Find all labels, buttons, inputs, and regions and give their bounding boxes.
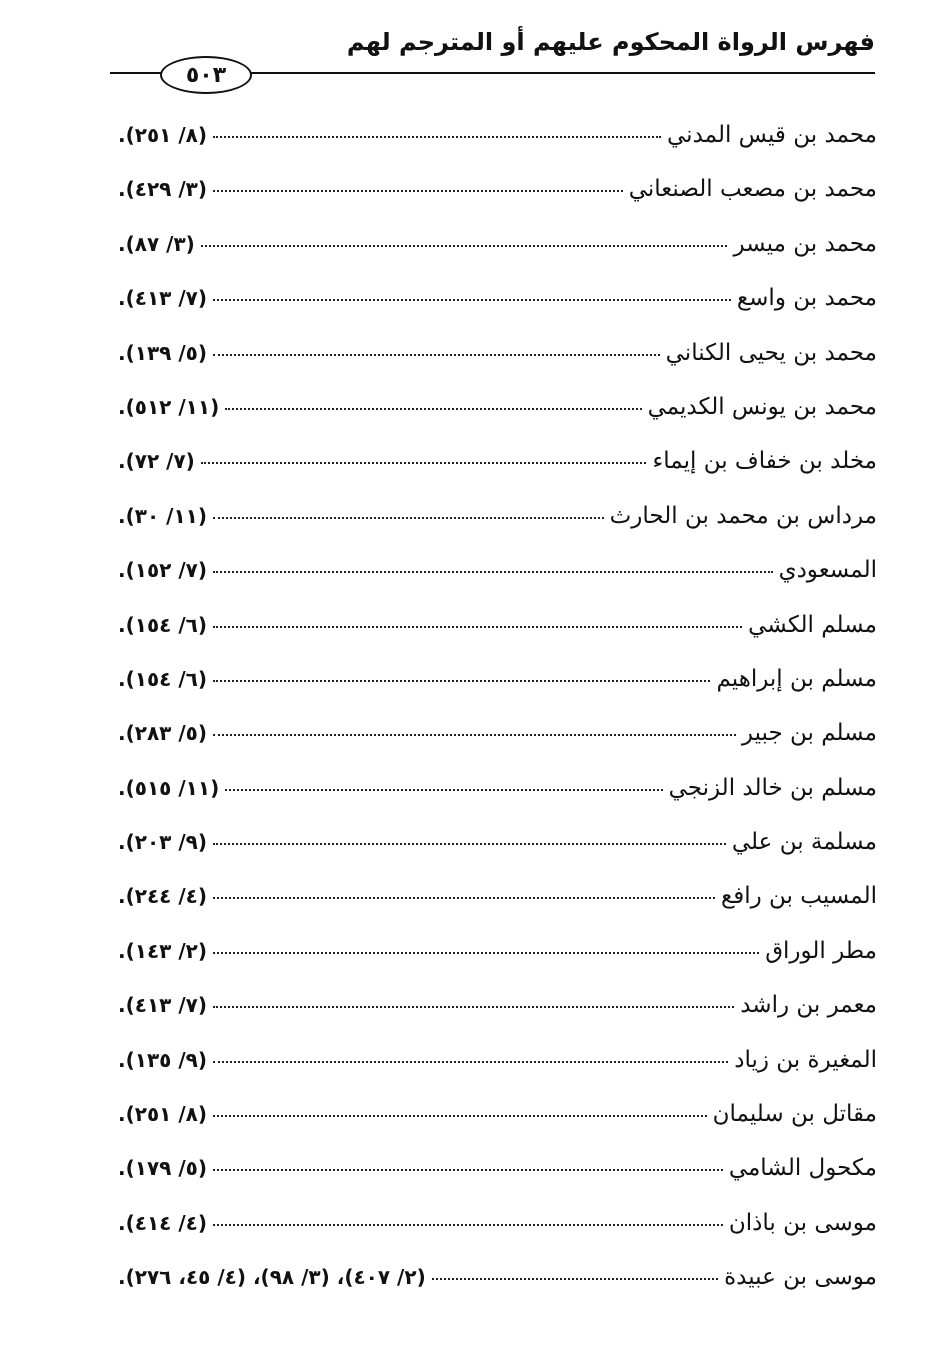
dot-leader xyxy=(213,517,604,519)
index-entry xyxy=(118,924,877,978)
volume-page-ref: (٧/ ٤١٣). xyxy=(118,286,208,311)
volume-page-ref: (٤/ ٤١٤). xyxy=(118,1210,208,1235)
index-entry xyxy=(118,1141,877,1195)
narrator-name: مسلم بن إبراهيم xyxy=(716,665,877,692)
index-entry xyxy=(118,326,877,380)
index-entry xyxy=(118,1033,877,1087)
index-entry xyxy=(118,598,877,652)
page-number: ٥٠٣ xyxy=(160,56,252,94)
volume-page-ref: (٩/ ١٣٥). xyxy=(118,1047,208,1072)
index-entry xyxy=(118,380,877,434)
volume-page-ref: (٦/ ١٥٤). xyxy=(118,612,208,637)
dot-leader xyxy=(213,1115,707,1117)
narrator-name: المسعودي xyxy=(778,557,877,584)
volume-page-ref: (٢/ ١٤٣). xyxy=(118,938,208,963)
index-entry xyxy=(118,108,877,162)
volume-page-ref: (٣/ ٤٢٩). xyxy=(118,177,208,202)
dot-leader xyxy=(213,1061,728,1063)
narrator-name: مقاتل بن سليمان xyxy=(712,1101,877,1128)
index-entry xyxy=(118,162,877,216)
dot-leader xyxy=(213,952,759,954)
dot-leader xyxy=(213,354,660,356)
volume-page-ref: (٥/ ١٧٩). xyxy=(118,1156,208,1181)
narrator-name: محمد بن مصعب الصنعاني xyxy=(628,176,877,203)
index-entry xyxy=(118,489,877,543)
narrator-name: محمد بن يحيى الكناني xyxy=(665,339,877,366)
narrator-name: محمد بن واسع xyxy=(736,285,877,312)
narrator-name: موسى بن عبيدة xyxy=(724,1264,877,1291)
index-entry xyxy=(118,815,877,869)
narrator-name: المغيرة بن زياد xyxy=(734,1046,877,1073)
volume-page-ref: (١١/ ٣٠). xyxy=(118,503,208,528)
index-entry xyxy=(118,706,877,760)
narrator-name: محمد بن ميسر xyxy=(733,230,877,257)
dot-leader xyxy=(213,897,715,899)
dot-leader xyxy=(432,1278,718,1280)
volume-page-ref: (٧/ ٤١٣). xyxy=(118,993,208,1018)
dot-leader xyxy=(213,571,773,573)
dot-leader xyxy=(225,408,641,410)
narrator-name: المسيب بن رافع xyxy=(720,883,877,910)
dot-leader xyxy=(225,789,662,791)
dot-leader xyxy=(213,680,710,682)
index-entry xyxy=(118,543,877,597)
narrator-name: مطر الوراق xyxy=(765,937,877,964)
dot-leader xyxy=(213,1169,723,1171)
index-entry xyxy=(118,1196,877,1250)
volume-page-ref: (١١/ ٥١٢). xyxy=(118,394,220,419)
index-entries xyxy=(118,108,877,1305)
dot-leader xyxy=(201,245,728,247)
narrator-name: مخلد بن خفاف بن إيماء xyxy=(652,448,877,475)
narrator-name: مسلم بن خالد الزنجي xyxy=(668,774,877,801)
dot-leader xyxy=(213,843,726,845)
running-head: فهرس الرواة المحكوم عليهم أو المترجم لهم xyxy=(346,28,875,56)
volume-page-ref: (٤/ ٢٤٤). xyxy=(118,884,208,909)
index-entry xyxy=(118,271,877,325)
dot-leader xyxy=(213,136,661,138)
index-entry xyxy=(118,1087,877,1141)
dot-leader xyxy=(201,462,647,464)
index-entry xyxy=(118,978,877,1032)
volume-page-ref: (١١/ ٥١٥). xyxy=(118,775,220,800)
dot-leader xyxy=(213,190,623,192)
dot-leader xyxy=(213,1006,734,1008)
dot-leader xyxy=(213,734,736,736)
dot-leader xyxy=(213,626,742,628)
narrator-name: مكحول الشامي xyxy=(728,1155,877,1182)
narrator-name: محمد بن يونس الكديمي xyxy=(647,393,877,420)
narrator-name: مرداس بن محمد بن الحارث xyxy=(609,502,877,529)
volume-page-ref: (٧/ ٧٢). xyxy=(118,449,195,474)
volume-page-ref: (٨/ ٢٥١). xyxy=(118,123,208,147)
dot-leader xyxy=(213,299,731,301)
index-entry xyxy=(118,869,877,923)
index-entry xyxy=(118,1250,877,1304)
narrator-name: مسلم الكشي xyxy=(748,611,877,638)
dot-leader xyxy=(213,1224,723,1226)
narrator-name: مسلم بن جبير xyxy=(741,720,877,747)
narrator-name: موسى بن باذان xyxy=(728,1209,877,1236)
index-entry xyxy=(118,217,877,271)
volume-page-ref: (٢/ ٤٠٧)، (٣/ ٩٨)، (٤/ ٤٥، ٢٧٦). xyxy=(118,1265,426,1290)
volume-page-ref: (٦/ ١٥٤). xyxy=(118,666,208,691)
volume-page-ref: (٣/ ٨٧). xyxy=(118,231,195,256)
volume-page-ref: (٧/ ١٥٢). xyxy=(118,558,208,583)
volume-page-ref: (٩/ ٢٠٣). xyxy=(118,830,208,855)
index-entry xyxy=(118,761,877,815)
volume-page-ref: (٥/ ١٣٩). xyxy=(118,340,208,365)
index-entry xyxy=(118,434,877,488)
volume-page-ref: (٥/ ٢٨٣). xyxy=(118,721,208,746)
narrator-name: محمد بن قيس المدني xyxy=(667,122,877,148)
narrator-name: معمر بن راشد xyxy=(740,992,877,1019)
volume-page-ref: (٨/ ٢٥١). xyxy=(118,1102,208,1127)
narrator-name: مسلمة بن علي xyxy=(731,829,877,856)
index-entry xyxy=(118,652,877,706)
